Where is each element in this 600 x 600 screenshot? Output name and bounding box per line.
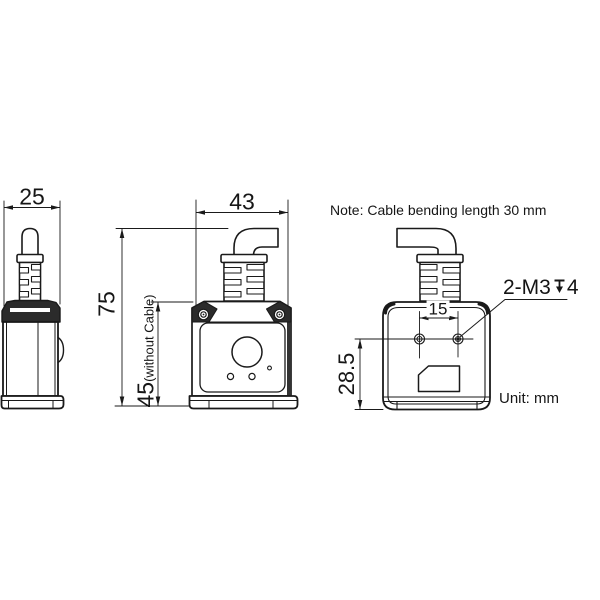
front-cable-outline <box>234 229 278 257</box>
body-height-qualifier: (without Cable) <box>141 294 157 382</box>
body-height-value: 45 <box>132 381 159 408</box>
side-body <box>2 301 64 409</box>
thread-callout-suffix: 4 <box>566 276 579 299</box>
cable-note: Note: Cable bending length 30 mm <box>330 202 547 218</box>
hole-height-dimension <box>355 339 383 410</box>
total-height-dim-label: 75 <box>93 291 120 317</box>
hole-spacing-dim-label: 15 <box>428 299 448 319</box>
rear-connector-cutout <box>419 366 460 392</box>
hole-height-dim-label: 28.5 <box>334 352 359 396</box>
body-height-dim-label <box>132 294 159 408</box>
side-strain-relief <box>17 255 43 302</box>
front-screw-right <box>274 309 284 319</box>
rear-strain-relief <box>417 255 463 302</box>
rear-view-drawing <box>355 229 567 410</box>
front-strain-relief <box>221 255 267 302</box>
thread-callout-prefix: 2-M3 <box>503 276 551 299</box>
side-cable-outline <box>22 229 38 256</box>
unit-label: Unit: mm <box>499 390 559 407</box>
depth-symbol-icon <box>553 277 566 301</box>
front-base <box>190 396 298 409</box>
front-screw-left <box>198 309 208 319</box>
side-width-dim-label: 25 <box>19 183 45 210</box>
thread-callout <box>503 275 579 301</box>
front-width-dim-label: 43 <box>229 188 255 215</box>
rear-cable-outline <box>397 229 456 257</box>
side-view-drawing <box>2 201 64 409</box>
front-body <box>190 302 298 409</box>
side-base <box>2 396 64 409</box>
front-lens <box>232 337 262 367</box>
